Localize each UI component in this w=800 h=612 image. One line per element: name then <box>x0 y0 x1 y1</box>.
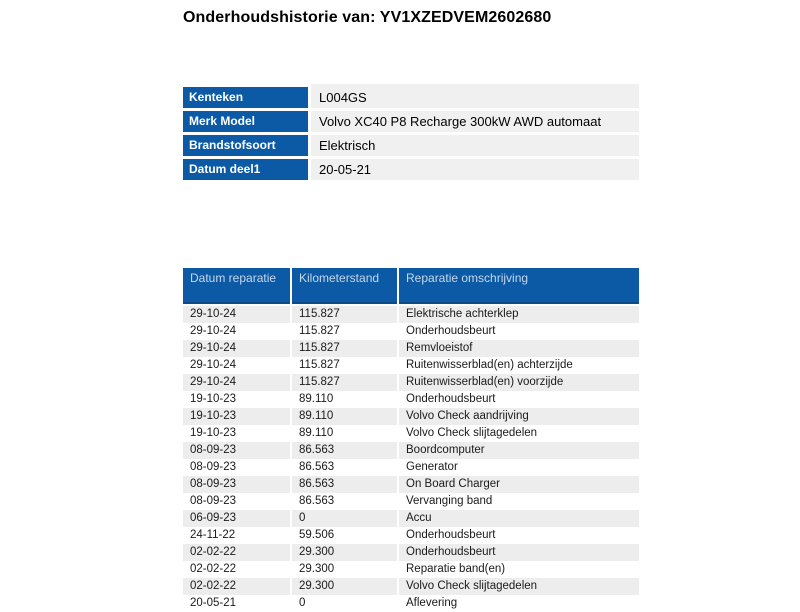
history-cell-date: 19-10-23 <box>183 391 290 408</box>
history-cell-odometer: 86.563 <box>292 493 397 510</box>
vehicle-info-row <box>183 159 639 180</box>
history-cell-description: Onderhoudsbeurt <box>399 544 639 561</box>
history-cell-description: Ruitenwisserblad(en) achterzijde <box>399 357 639 374</box>
history-cell-date: 29-10-24 <box>183 306 290 323</box>
history-cell-description: Remvloeistof <box>399 340 639 357</box>
history-cell-odometer: 115.827 <box>292 374 397 391</box>
vehicle-info-label: Brandstofsoort <box>183 135 308 156</box>
history-header-row <box>183 268 639 304</box>
history-cell-date: 02-02-22 <box>183 561 290 578</box>
column-header-kilometerstand: Kilometerstand <box>292 268 397 304</box>
history-row <box>183 323 639 340</box>
history-cell-odometer: 86.563 <box>292 442 397 459</box>
history-row <box>183 357 639 374</box>
history-cell-description: Accu <box>399 510 639 527</box>
vehicle-info-row <box>183 135 639 156</box>
history-cell-date: 29-10-24 <box>183 357 290 374</box>
history-row <box>183 391 639 408</box>
history-cell-odometer: 115.827 <box>292 340 397 357</box>
history-cell-date: 29-10-24 <box>183 323 290 340</box>
history-cell-date: 02-02-22 <box>183 578 290 595</box>
history-row <box>183 340 639 357</box>
history-cell-description: Onderhoudsbeurt <box>399 527 639 544</box>
vehicle-info-label: Datum deel1 <box>183 159 308 180</box>
history-cell-date: 06-09-23 <box>183 510 290 527</box>
history-cell-description: On Board Charger <box>399 476 639 493</box>
history-cell-odometer: 29.300 <box>292 561 397 578</box>
history-cell-description: Vervanging band <box>399 493 639 510</box>
vehicle-info-row <box>183 87 639 108</box>
history-cell-description: Elektrische achterklep <box>399 306 639 323</box>
history-row <box>183 561 639 578</box>
vehicle-info-value: L004GS <box>311 87 639 108</box>
vehicle-info-label: Kenteken <box>183 87 308 108</box>
column-header-datum-reparatie: Datum reparatie <box>183 268 290 304</box>
history-row <box>183 544 639 561</box>
history-cell-odometer: 115.827 <box>292 323 397 340</box>
history-cell-odometer: 89.110 <box>292 408 397 425</box>
history-cell-description: Boordcomputer <box>399 442 639 459</box>
history-cell-date: 08-09-23 <box>183 442 290 459</box>
history-row <box>183 374 639 391</box>
column-header-reparatie-omschrijving: Reparatie omschrijving <box>399 268 639 304</box>
history-cell-description: Volvo Check slijtagedelen <box>399 425 639 442</box>
history-cell-date: 29-10-24 <box>183 340 290 357</box>
vehicle-info-value: Volvo XC40 P8 Recharge 300kW AWD automaat <box>311 111 639 132</box>
history-cell-date: 19-10-23 <box>183 425 290 442</box>
history-row <box>183 595 639 612</box>
history-row <box>183 306 639 323</box>
history-row <box>183 442 639 459</box>
history-cell-date: 08-09-23 <box>183 459 290 476</box>
vehicle-info-value: Elektrisch <box>311 135 639 156</box>
maintenance-history-table <box>183 268 639 612</box>
history-row <box>183 459 639 476</box>
history-cell-odometer: 86.563 <box>292 459 397 476</box>
history-row <box>183 510 639 527</box>
vehicle-info-value: 20-05-21 <box>311 159 639 180</box>
history-cell-odometer: 0 <box>292 595 397 612</box>
history-cell-description: Volvo Check slijtagedelen <box>399 578 639 595</box>
history-cell-odometer: 115.827 <box>292 357 397 374</box>
history-row <box>183 408 639 425</box>
history-cell-description: Ruitenwisserblad(en) voorzijde <box>399 374 639 391</box>
history-cell-date: 24-11-22 <box>183 527 290 544</box>
history-cell-date: 08-09-23 <box>183 493 290 510</box>
history-cell-description: Onderhoudsbeurt <box>399 391 639 408</box>
history-row <box>183 493 639 510</box>
history-row <box>183 425 639 442</box>
vehicle-info-label: Merk Model <box>183 111 308 132</box>
history-row <box>183 527 639 544</box>
history-cell-odometer: 59.506 <box>292 527 397 544</box>
history-cell-odometer: 0 <box>292 510 397 527</box>
vehicle-info-row <box>183 111 639 132</box>
history-cell-date: 02-02-22 <box>183 544 290 561</box>
history-cell-date: 19-10-23 <box>183 408 290 425</box>
history-cell-description: Onderhoudsbeurt <box>399 323 639 340</box>
history-cell-date: 08-09-23 <box>183 476 290 493</box>
history-cell-odometer: 86.563 <box>292 476 397 493</box>
page-title: Onderhoudshistorie van: YV1XZEDVEM2602680 <box>183 9 552 26</box>
history-cell-description: Volvo Check aandrijving <box>399 408 639 425</box>
history-cell-odometer: 89.110 <box>292 425 397 442</box>
history-row <box>183 476 639 493</box>
vehicle-info-table <box>183 84 639 183</box>
history-cell-date: 29-10-24 <box>183 374 290 391</box>
history-cell-odometer: 115.827 <box>292 306 397 323</box>
history-cell-description: Generator <box>399 459 639 476</box>
history-cell-odometer: 29.300 <box>292 544 397 561</box>
history-cell-odometer: 89.110 <box>292 391 397 408</box>
history-cell-odometer: 29.300 <box>292 578 397 595</box>
history-cell-description: Aflevering <box>399 595 639 612</box>
history-row <box>183 578 639 595</box>
history-cell-date: 20-05-21 <box>183 595 290 612</box>
history-cell-description: Reparatie band(en) <box>399 561 639 578</box>
